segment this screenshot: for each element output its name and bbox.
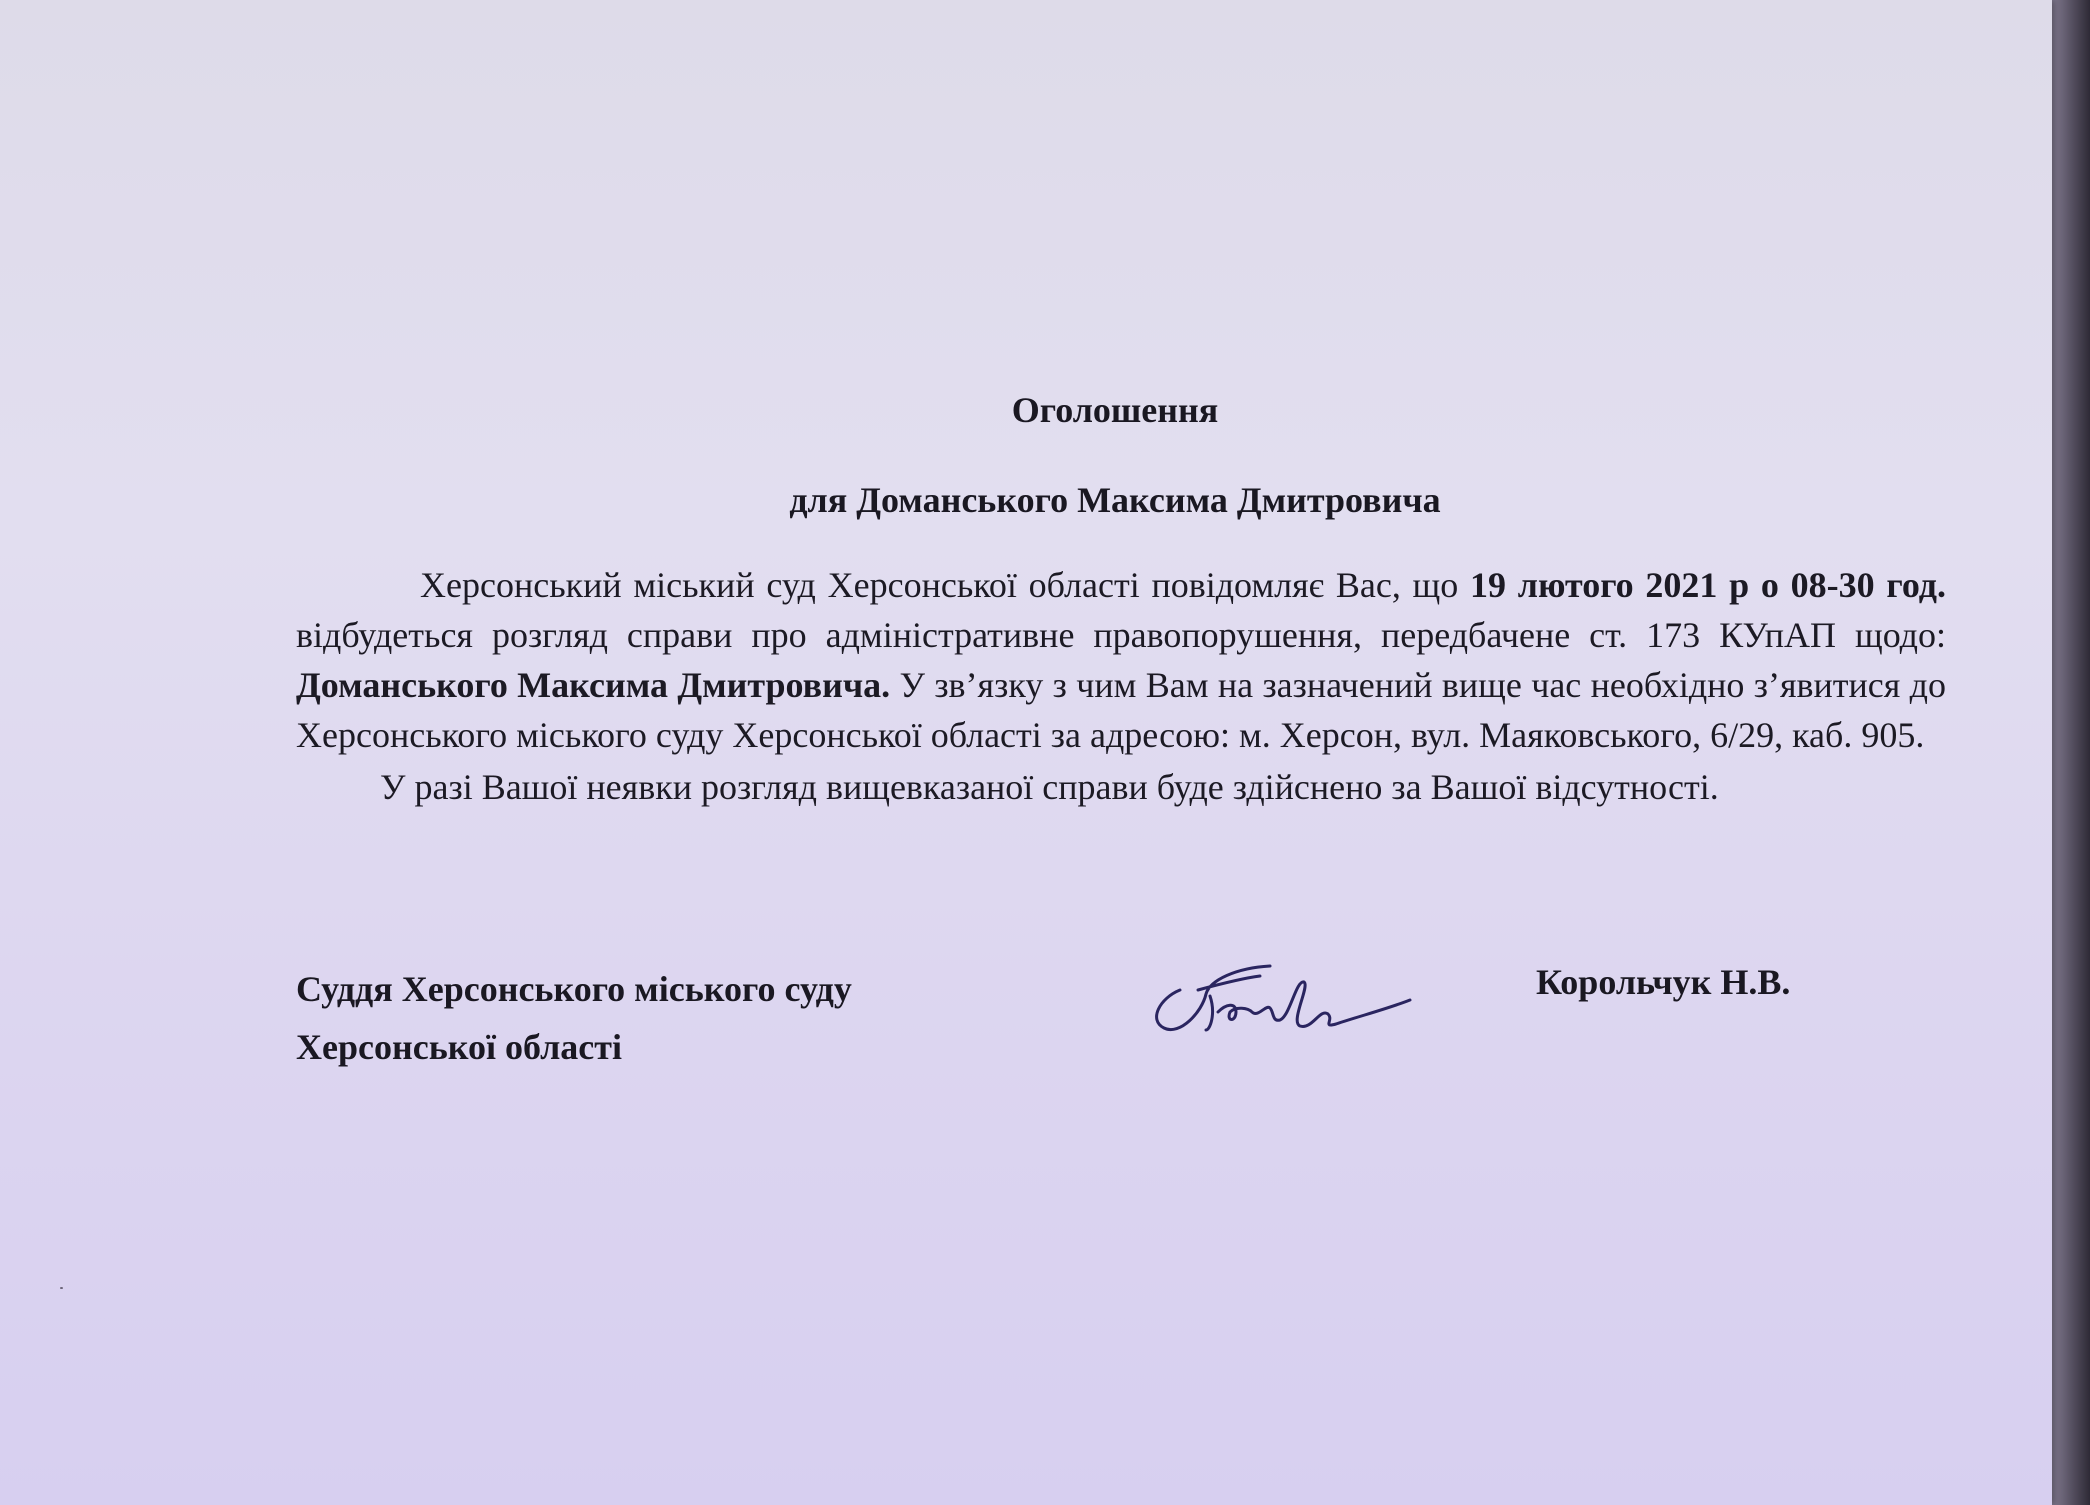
notice-title: Оголошення [1011,390,1219,430]
notice-paragraph-main [296,560,1946,760]
defendant-name: Доманського Максима Дмитровича. [296,665,891,705]
notice-recipient: для Доманського Максима Дмитровича [789,480,1441,520]
paragraph-text-middle: відбудеться розгляд справи про адміністративне правопорушення, передбачене ст. 173 КУпАП щодо: [296,615,1946,655]
judge-position-line-2: Херсонської області [296,1027,622,1067]
judge-position-line-1: Суддя Херсонського міського суду [296,969,852,1009]
paragraph-text-intro: Херсонський міський суд Херсонської області повідомляє Вас, що [420,565,1471,605]
paragraph-text-address: У зв’язку з чим Вам на зазначений вище час необхідно з’явитися до Херсонського міського суду Херсонської області за адресою: м. Херсон, вул. Маяковського, 6/29, каб. 905. [296,665,1947,755]
handwritten-signature [1140,950,1420,1040]
hearing-date-time: 19 лютого 2021 р о 08-30 год. [1470,565,1947,605]
notice-body [296,560,1946,812]
judge-position [296,960,852,1076]
judge-name: Корольчук Н.В. [1536,962,1791,1002]
paper-speck [60,1287,63,1289]
notice-paragraph-absence: У разі Вашої неявки розгляд вищевказаної справи буде здійснено за Вашої відсутності. [380,767,1719,807]
